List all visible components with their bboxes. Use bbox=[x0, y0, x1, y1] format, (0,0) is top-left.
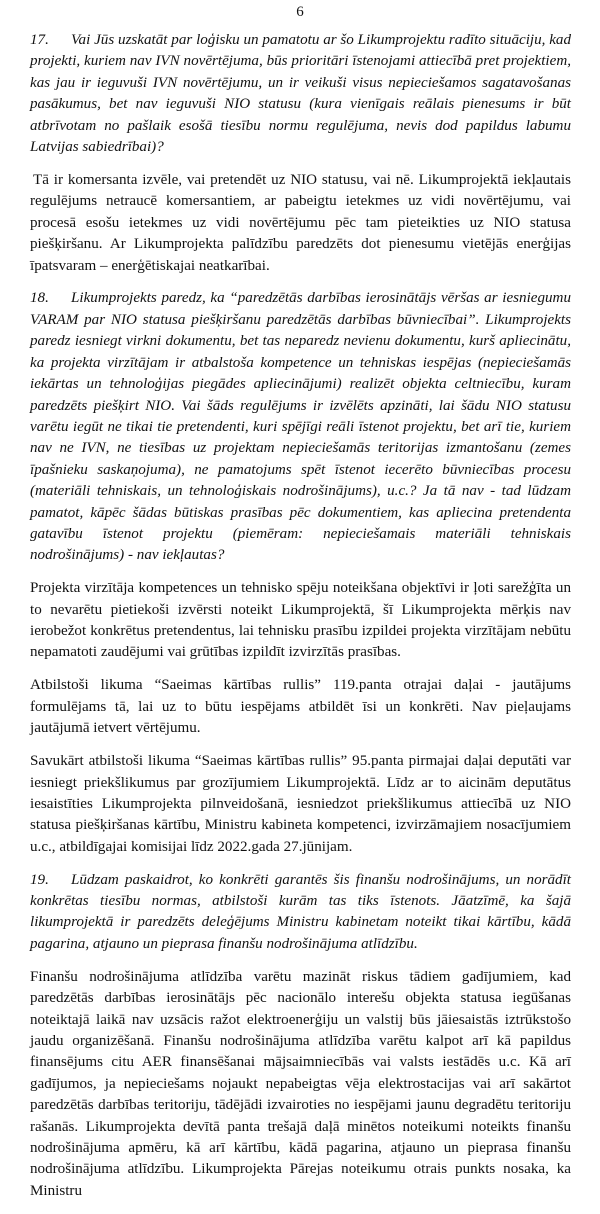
question-17 bbox=[30, 30, 571, 158]
page-number: 6 bbox=[296, 4, 304, 20]
document-body bbox=[30, 30, 571, 1214]
answer-17: Tā ir komersanta izvēle, vai pretendēt uz NIO statusu, vai nē. Likumprojektā iekļautais regulējums netraucē komersantiem, ar pabeigtu ietekmes uz vidi novērtējumu, vai procesā esošu ietekmes uz vidi novērtējumu pēc tam pieteikties uz NIO statusa piešķiršanu. Ar Likumprojekta palīdzību paredzēts dot pienesumu vietējās enerģijas īpatsvaram – enerģētiskajai neatkarībai. bbox=[30, 171, 571, 274]
question-18 bbox=[30, 288, 571, 566]
answer-18-rules-119: Atbilstoši likuma “Saeimas kārtības rullis” 119.panta otrajai daļai - jautājums formulējams tā, lai uz to būtu iespējams atbildēt īsi un konkrēti. Nav pieļaujams jautājumā ietvert vērtējumu. bbox=[30, 677, 571, 737]
question-number: 18. bbox=[30, 290, 49, 307]
answer-18: Projekta virzītāja kompetences un tehnisko spēju noteikšana objektīvi ir ļoti sarežģīta un to nevarētu pietiekoši izvērsti noteikt Likumprojektā, šī Likumprojekta mērķis nav ierobežot konkrētus pretendentus, lai tehnisku prasību izpildei projekta virzītājam nebūtu nepamatoti zaudējumi vai grūtības izpildīt izvirzītās prasības. bbox=[30, 580, 571, 661]
question-text: Vai Jūs uzskatāt par loģisku un pamatotu ar šo Likumprojektu radīto situāciju, kad projekti, kuriem nav IVN novērtējuma, būs prioritāri īstenojami attiecībā pret projektiem, kas jau ir ieguvuši IVN novērtējumu, un ir veikuši visus nepieciešamos sagatavošanas pasākumus, bet nav ieguvuši NIO statusu (kura vienīgais reālais pienesums ir būt atbrīvotam no pašlaik esošā tiesību normu regulējuma, nevis dod papildus labumu Latvijas sabiedrībai)? bbox=[30, 32, 571, 156]
question-19 bbox=[30, 870, 571, 956]
question-text: Likumprojekts paredz, ka “paredzētās darbības ierosinātājs vēršas ar iesniegumu VARAM par NIO statusa piešķiršanu paredzētās darbības būvniecībai”. Likumprojekts paredz iesniegt virkni dokumentu, bet tas neparedz nevienu dokumentu, kurš apliecinātu, ka projekta virzītājam ir atbalstoša kompetence un tehniskas iespējas (nepieciešamās iekārtas un tehnoloģijas piegādes apliecinājumi) realizēt objekta celtniecību, kuram paredzēts piešķirt NIO. Vai šāds regulējums ir izvēlēts apzināti, lai šādu NIO statusu varētu iegūt ne tikai tie pretendenti, kuri spējīgi reāli īstenot projektu, bet arī tie, kuriem nav ne IVN, ne tiesības uz projektam nepieciešamās teritorijas izmantošanu (zemes īpašnieku saskaņojuma), ne pamatojums spēt īstenot iecerēto būvniecības procesu (materiāli tehniskais, un tehnoloģiskais nodrošinājums), u.c.? Ja tā nav - tad lūdzam pamatot, kāpēc šādas būtiskas prasības pēc dokumentiem, kas apliecina pretendenta gatavību īstenot projektu (piemēram: nepieciešamais materiāli tehniskais nodrošinājums) - nav iekļautas? bbox=[30, 290, 571, 564]
answer-18-rules-95: Savukārt atbilstoši likuma “Saeimas kārtības rullis” 95.panta pirmajai daļai deputāti var iesniegt priekšlikumus par grozījumiem Likumprojektā. Līdz ar to aicinām deputātus iesaistīties Likumprojekta pilnveidošanā, iesniedzot priekšlikumus attiecībā uz NIO statusa piešķiršanas kārtību, Ministru kabineta kompetenci, izvirzāmajiem nosacījumiem u.c., atbildīgajai komisijai līdz 2022.gada 27.jūnijam. bbox=[30, 753, 571, 855]
question-number: 19. bbox=[30, 871, 49, 888]
question-text: Lūdzam paskaidrot, ko konkrēti garantēs šis finanšu nodrošinājums, un norādīt konkrētas tiesību normas, atbilstoši kurām tas tiks īstenots. Jāatzīmē, ka šajā likumprojektā ir paredzēts deleģējums Ministru kabinetam noteikt tikai kārtību, kādā pagarina, atjauno un pieprasa finanšu nodrošinājuma atlīdzību. bbox=[30, 871, 571, 952]
answer-19: Finanšu nodrošinājuma atlīdzība varētu mazināt riskus tādiem gadījumiem, kad paredzētās darbības ierosinātājs pēc nacionālo interešu objekta statusa iegūšanas noteiktajā laikā nav uzsācis ražot elektroenerģiju un valstij būs jāiesaistās iztrūkstošo jaudu organizēšanā. Finanšu nodrošinājuma atlīdzība varētu kalpot arī kā papildus finansējums citu AER finansēšanai mājsaimniecībās vai valsts iestādēs u.c. Kā arī gadījumos, ja nepieciešams nojaukt nepabeigtas vēja elektrostacijas vai arī sakārtot paredzētās darbības teritoriju, tādējādi izvairoties no iespējami jaunu degradētu teritoriju rašanās. Likumprojekta devītā panta trešajā daļā minētos noteikumi noteikts finanšu nodrošinājuma apmēru, kā arī kārtību, kādā pagarina, atjauno un pieprasa finanšu nodrošinājuma atlīdzību. Likumprojekta Pārejas noteikumu otrais punkts nosaka, ka Ministru bbox=[30, 968, 571, 1199]
question-number: 17. bbox=[30, 32, 49, 48]
